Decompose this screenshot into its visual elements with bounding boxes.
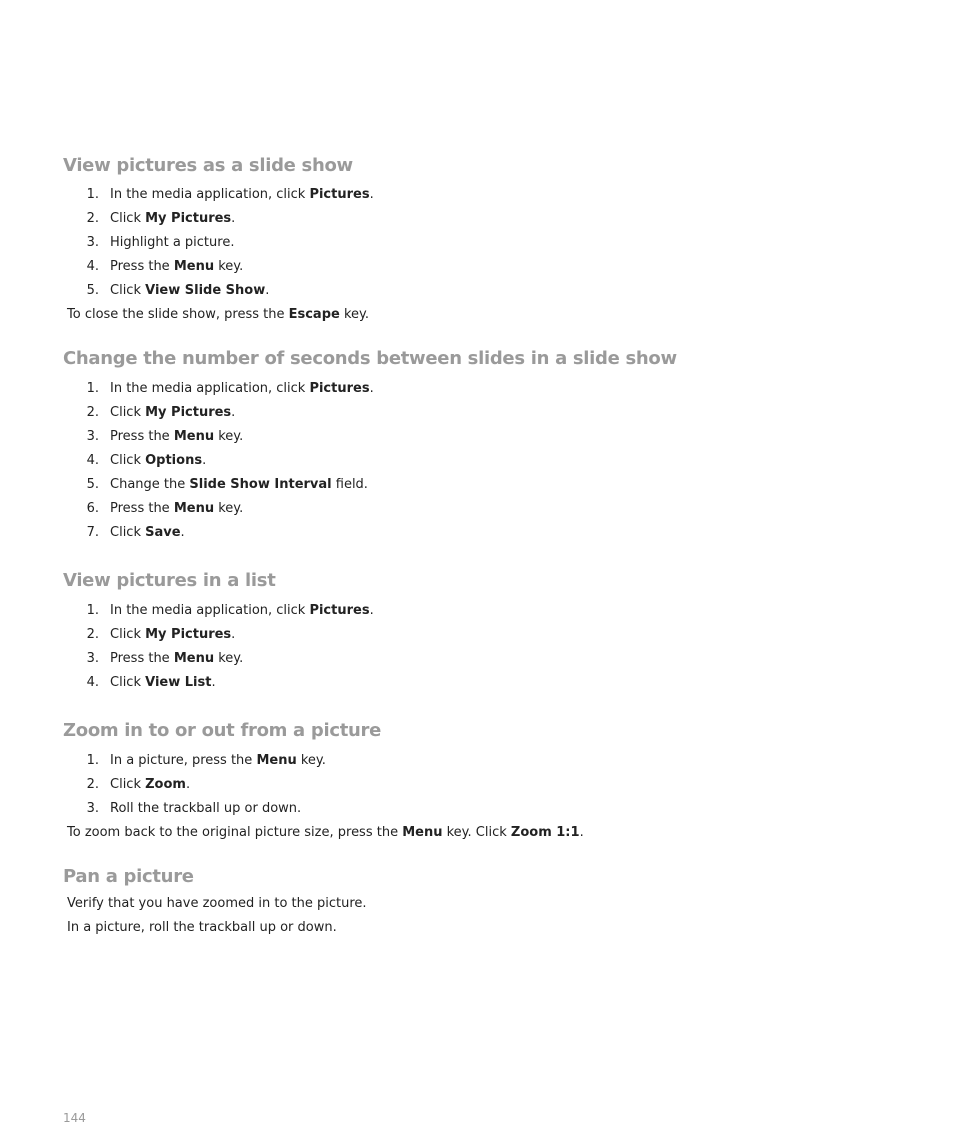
step-item: 2. Click My Pictures. xyxy=(86,211,236,226)
step-item: 2. Click My Pictures. xyxy=(86,627,236,642)
section-heading: View pictures as a slide show xyxy=(63,155,353,176)
step-item: 4. Click Options. xyxy=(86,453,207,468)
section-note: To zoom back to the original picture size, press the Menu key. Click Zoom 1:1. xyxy=(67,825,584,840)
steps-list xyxy=(63,377,923,545)
steps-list xyxy=(63,183,923,303)
step-item: 4. Press the Menu key. xyxy=(86,259,244,274)
step-item: 3. Press the Menu key. xyxy=(86,651,244,666)
step-item: 3. Press the Menu key. xyxy=(86,429,244,444)
section-note: To close the slide show, press the Escape key. xyxy=(67,307,370,322)
paragraph: In a picture, roll the trackball up or down. xyxy=(67,920,337,935)
step-item: 5. Change the Slide Show Interval field. xyxy=(86,477,368,492)
section-view-list xyxy=(63,570,923,695)
step-item: 1. In the media application, click Pictures. xyxy=(86,187,374,202)
steps-list xyxy=(63,599,923,695)
section-slide-show xyxy=(63,155,923,327)
step-item: 2. Click Zoom. xyxy=(86,777,191,792)
step-item: 6. Press the Menu key. xyxy=(86,501,244,516)
paragraph: Verify that you have zoomed in to the picture. xyxy=(67,896,367,911)
step-item: 5. Click View Slide Show. xyxy=(86,283,270,298)
section-zoom xyxy=(63,720,923,845)
step-item: 2. Click My Pictures. xyxy=(86,405,236,420)
step-item: 7. Click Save. xyxy=(86,525,185,540)
step-item: 1. In the media application, click Pictures. xyxy=(86,603,374,618)
step-item: 1. In the media application, click Pictures. xyxy=(86,381,374,396)
step-item: 4. Click View List. xyxy=(86,675,216,690)
section-heading: Zoom in to or out from a picture xyxy=(63,720,381,741)
steps-list xyxy=(63,749,923,821)
section-pan xyxy=(63,866,923,940)
page-number: 144 xyxy=(63,1111,86,1125)
step-item: 3. Roll the trackball up or down. xyxy=(86,801,302,816)
step-item: 3. Highlight a picture. xyxy=(86,235,235,250)
step-item: 1. In a picture, press the Menu key. xyxy=(86,753,326,768)
section-heading: Pan a picture xyxy=(63,866,194,887)
section-heading: View pictures in a list xyxy=(63,570,276,591)
paragraph-group xyxy=(63,892,923,940)
section-heading: Change the number of seconds between slides in a slide show xyxy=(63,348,677,369)
section-slide-interval xyxy=(63,348,923,545)
